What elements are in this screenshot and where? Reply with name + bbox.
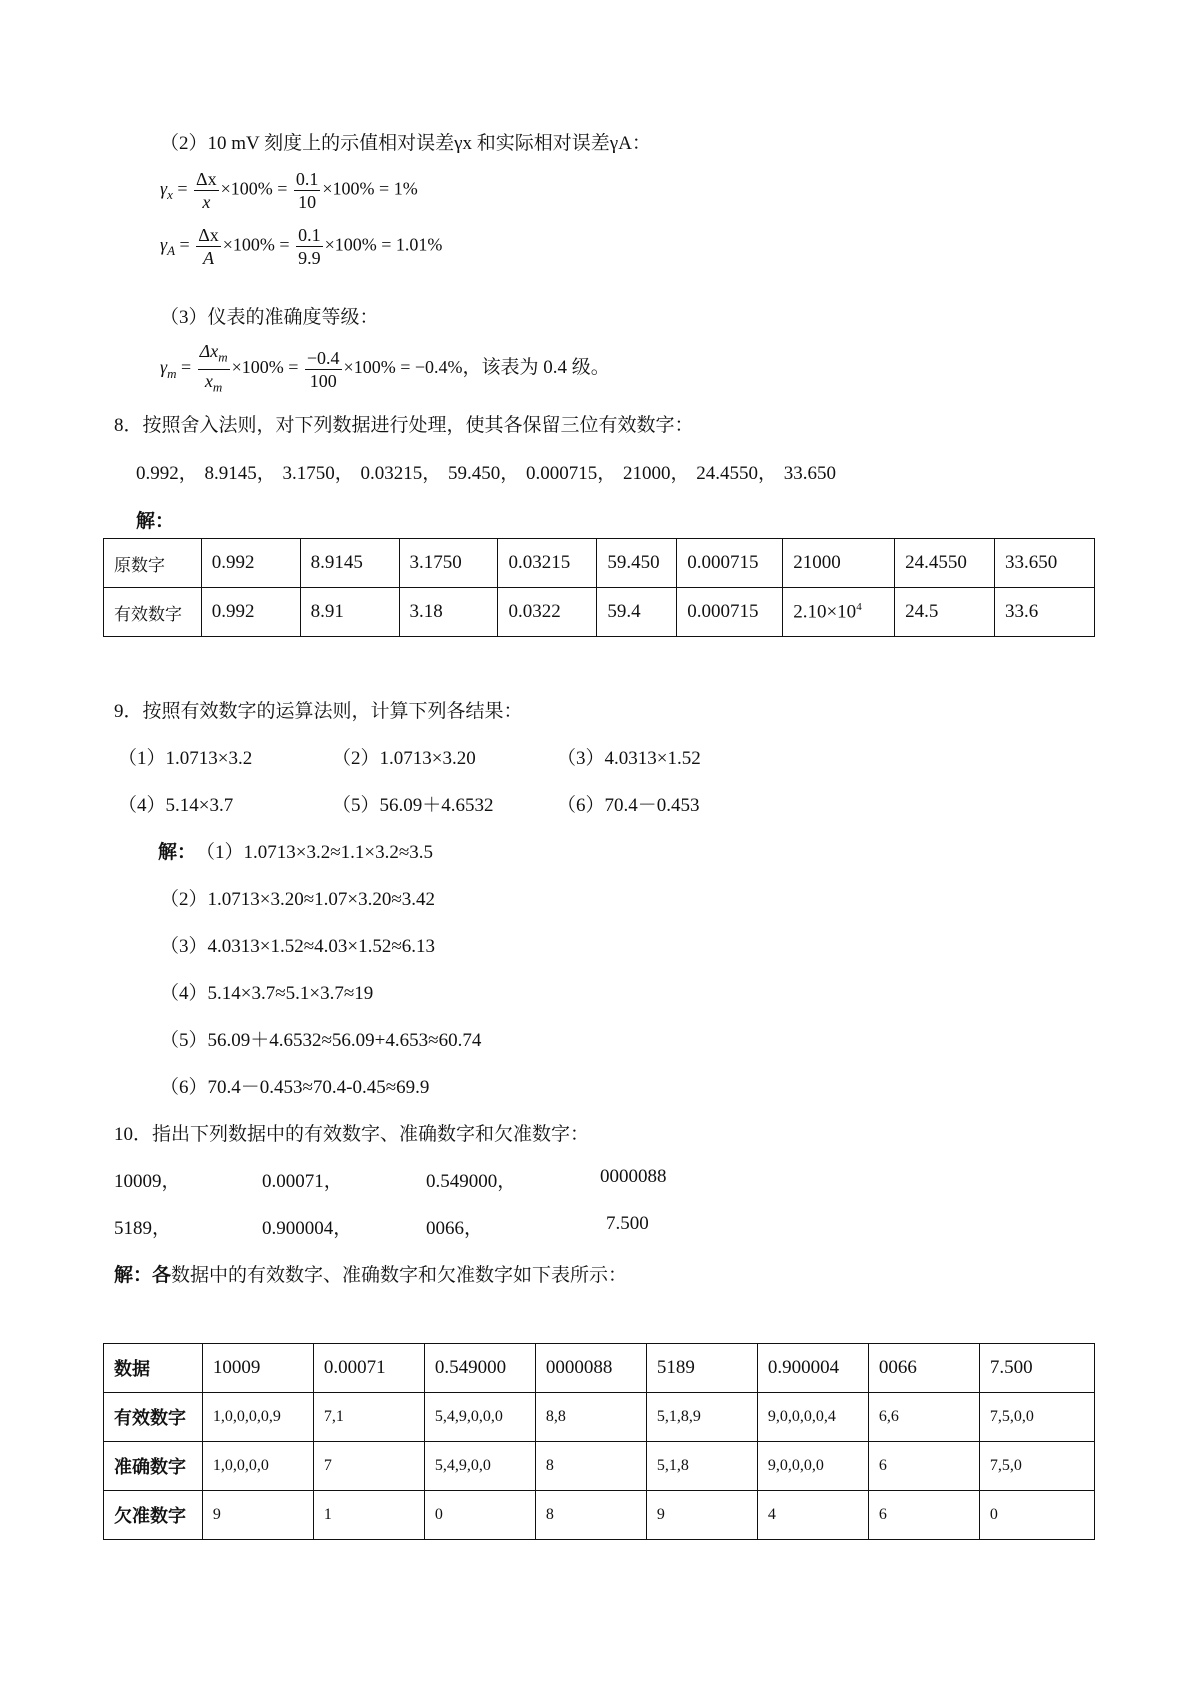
table-cell: 0 — [979, 1491, 1094, 1540]
q10-table — [103, 1343, 1095, 1540]
q10-data-7: 0066， — [426, 1218, 484, 1239]
header-cell: 0066 — [868, 1344, 979, 1393]
q10-solution-label: 解：各 — [114, 1265, 172, 1286]
q10-data-5: 5189， — [114, 1218, 172, 1239]
q9-item-1: （1）1.0713×3.2 — [118, 748, 253, 769]
table-cell: 5,4,9,0,0 — [424, 1442, 535, 1491]
f2-tail: ×100% = 1.01% — [324, 234, 443, 255]
f3-tail: ×100% = −0.4% — [343, 357, 463, 378]
table-cell: 8 — [535, 1491, 646, 1540]
q10-data-3: 0.549000， — [426, 1171, 517, 1192]
q9-solution-label: 解： — [158, 842, 197, 863]
row-label: 欠准数字 — [104, 1491, 203, 1540]
table-row — [104, 539, 1095, 588]
table-cell: 9 — [646, 1491, 757, 1540]
formula-gamma-a — [160, 224, 442, 269]
q9-solution-4: （4）5.14×3.7≈5.1×3.7≈19 — [160, 983, 374, 1004]
q8-title: 8．按照舍入法则，对下列数据进行处理，使其各保留三位有效数字： — [114, 415, 694, 436]
q7-part3-title: （3）仪表的准确度等级： — [160, 307, 379, 328]
table-row — [104, 1491, 1095, 1540]
table-cell: 5,4,9,0,0,0 — [424, 1393, 535, 1442]
f2-frac1: $\frac{\Delta x}{A}$ — [198, 225, 219, 268]
table-cell: 6 — [868, 1442, 979, 1491]
q10-data-6: 0.900004， — [262, 1218, 353, 1239]
table-cell: 0.992 — [201, 539, 300, 588]
f3-conclusion: ，该表为 0.4 级。 — [462, 357, 610, 379]
table-cell: 0.000715 — [677, 588, 783, 637]
table-cell: 59.450 — [597, 539, 677, 588]
f2-lhs-sub: A — [167, 243, 176, 259]
q9-item-5: （5）56.09＋4.6532 — [332, 795, 494, 816]
table-cell: 0 — [424, 1491, 535, 1540]
q10-solution-intro — [114, 1260, 627, 1287]
header-cell: 0.00071 — [313, 1344, 424, 1393]
row-label: 准确数字 — [104, 1442, 203, 1491]
q10-solution-text: 数据中的有效数字、准确数字和欠准数字如下表所示： — [171, 1265, 628, 1286]
header-cell: 0000088 — [535, 1344, 646, 1393]
q10-data-1: 10009， — [114, 1171, 181, 1192]
table-cell: 5,1,8 — [646, 1442, 757, 1491]
table-cell: 7,5,0 — [979, 1442, 1094, 1491]
f3-eq: = — [180, 357, 192, 378]
table-row — [104, 1393, 1095, 1442]
table-cell: 33.6 — [995, 588, 1095, 637]
q9-solution-5: （5）56.09＋4.6532≈56.09+4.653≈60.74 — [160, 1030, 482, 1051]
table-cell: 24.4550 — [895, 539, 995, 588]
table-cell: 9,0,0,0,0 — [757, 1442, 868, 1491]
q9-title: 9．按照有效数字的运算法则，计算下列各结果： — [114, 701, 523, 722]
table-cell: 1,0,0,0,0,9 — [202, 1393, 313, 1442]
f1-lhs-sub: x — [167, 187, 173, 203]
table-cell: 7 — [313, 1442, 424, 1491]
table-cell: 8 — [535, 1442, 646, 1491]
f2-eq: = — [179, 234, 190, 255]
q10-title: 10．指出下列数据中的有效数字、准确数字和欠准数字： — [114, 1124, 590, 1145]
table-cell: 33.650 — [995, 539, 1095, 588]
f3-lhs-sub: m — [167, 365, 177, 381]
q9-solution-1: （1）1.0713×3.2≈1.1×3.2≈3.5 — [196, 842, 434, 863]
header-cell: 0.549000 — [424, 1344, 535, 1393]
table-row — [104, 588, 1095, 637]
table-cell: 0.0322 — [498, 588, 597, 637]
f1-eq: = — [177, 178, 188, 199]
f1-mid: ×100% = — [220, 178, 288, 199]
table-cell: 1 — [313, 1491, 424, 1540]
row-label: 有效数字 — [104, 1393, 203, 1442]
q9-item-4: （4）5.14×3.7 — [118, 795, 234, 816]
table-cell: 0.03215 — [498, 539, 597, 588]
table-cell-sci: $2.10\times 10^4$ — [783, 588, 895, 637]
table-cell: 8.91 — [300, 588, 399, 637]
q8-data-line: 0.992， 8.9145， 3.1750， 0.03215， 59.450， 0.000715， 21000， 24.4550， 33.650 — [136, 463, 837, 484]
table-cell: 9 — [202, 1491, 313, 1540]
sci-exponent: 4 — [856, 600, 862, 613]
f3-frac1: $\frac{\Delta x_m}{x_m}$ — [199, 341, 228, 395]
row-label: 原数字 — [104, 539, 202, 588]
f2-mid: ×100% = — [222, 234, 290, 255]
table-header-row — [104, 1344, 1095, 1393]
f3-lhs: γ — [160, 357, 168, 378]
header-cell: 0.900004 — [757, 1344, 868, 1393]
table-cell: 7,5,0,0 — [979, 1393, 1094, 1442]
table-cell: 6,6 — [868, 1393, 979, 1442]
row-label: 有效数字 — [104, 588, 202, 637]
table-cell: 1,0,0,0,0 — [202, 1442, 313, 1491]
table-cell: 6 — [868, 1491, 979, 1540]
header-cell: 10009 — [202, 1344, 313, 1393]
q9-item-6: （6）70.4－0.453 — [557, 795, 700, 816]
table-cell: 4 — [757, 1491, 868, 1540]
f1-frac2: $\frac{0.1}{10}$ — [295, 169, 319, 212]
f2-lhs: γ — [160, 234, 168, 255]
f3-mid: ×100% = — [231, 357, 299, 378]
q10-data-8: 7.500 — [606, 1213, 649, 1234]
header-label: 数据 — [104, 1344, 203, 1393]
formula-gamma-m — [160, 340, 610, 398]
q9-item-3: （3）4.0313×1.52 — [557, 748, 701, 769]
q9-solution-3: （3）4.0313×1.52≈4.03×1.52≈6.13 — [160, 936, 436, 957]
q9-item-2: （2）1.0713×3.20 — [332, 748, 476, 769]
q9-solution-6: （6）70.4－0.453≈70.4-0.45≈69.9 — [160, 1077, 430, 1098]
q7-part2-title: （2）10 mV 刻度上的示值相对误差γx 和实际相对误差γA： — [160, 133, 651, 154]
f1-frac1: $\frac{\Delta x}{x}$ — [196, 169, 217, 212]
q10-data-4: 0000088 — [600, 1166, 667, 1187]
table-cell: 5,1,8,9 — [646, 1393, 757, 1442]
formula-gamma-x — [160, 168, 418, 213]
header-cell: 5189 — [646, 1344, 757, 1393]
table-cell: 59.4 — [597, 588, 677, 637]
table-cell: 7,1 — [313, 1393, 424, 1442]
q8-solution-label: 解： — [136, 511, 175, 532]
table-cell: 8.9145 — [300, 539, 399, 588]
f2-frac2: $\frac{0.1}{9.9}$ — [298, 225, 321, 268]
table-cell: 0.992 — [201, 588, 300, 637]
table-cell: 21000 — [783, 539, 895, 588]
table-cell: 9,0,0,0,0,4 — [757, 1393, 868, 1442]
f3-frac2: $\frac{-0.4}{100}$ — [306, 347, 340, 391]
f1-tail: ×100% = 1% — [322, 178, 418, 199]
table-cell: 24.5 — [895, 588, 995, 637]
header-cell: 7.500 — [979, 1344, 1094, 1393]
q8-table — [103, 538, 1095, 637]
table-cell: 8,8 — [535, 1393, 646, 1442]
table-row — [104, 1442, 1095, 1491]
q9-solution-2: （2）1.0713×3.20≈1.07×3.20≈3.42 — [160, 889, 436, 910]
table-cell: 3.1750 — [399, 539, 498, 588]
table-cell: 3.18 — [399, 588, 498, 637]
f1-lhs: γ — [160, 178, 168, 199]
table-cell: 0.000715 — [677, 539, 783, 588]
q10-data-2: 0.00071， — [262, 1171, 343, 1192]
